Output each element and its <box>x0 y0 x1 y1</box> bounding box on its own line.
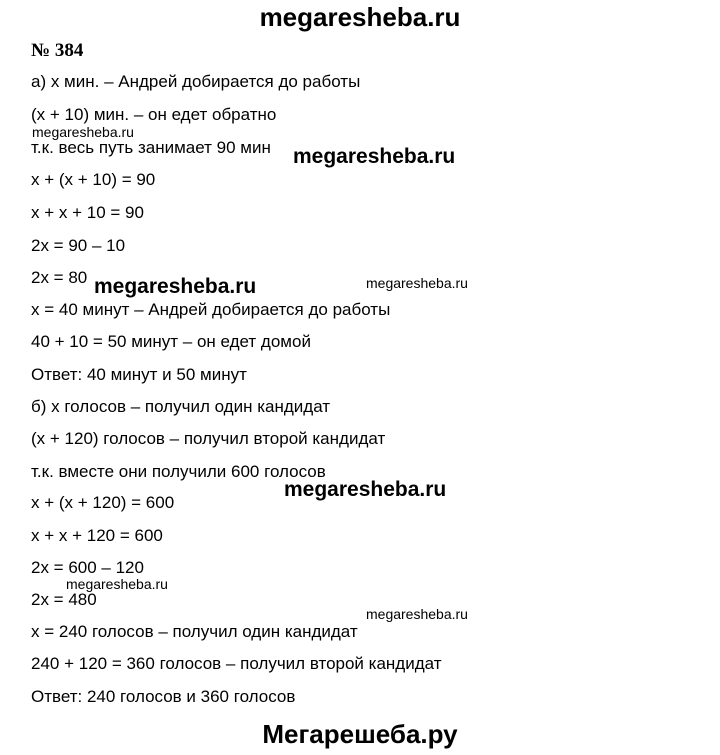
solution-line: 2х = 600 – 120 <box>31 558 144 577</box>
solution-line: (х + 120) голосов – получил второй кандидат <box>31 429 386 448</box>
solution-line: х + (х + 120) = 600 <box>31 493 175 512</box>
solution-line: т.к. вместе они получили 600 голосов <box>31 462 326 481</box>
solution-line: х + (х + 10) = 90 <box>31 170 156 189</box>
watermark: megaresheba.ru <box>366 275 468 291</box>
task-number: № 384 <box>31 40 84 61</box>
solution-line: Ответ: 40 минут и 50 минут <box>31 365 247 384</box>
solution-line: х + х + 120 = 600 <box>31 526 163 545</box>
solution-line: 2х = 80 <box>31 268 88 287</box>
site-footer: Мегарешеба.ру <box>262 719 458 749</box>
site-header: megaresheba.ru <box>259 2 461 32</box>
solution-line: т.к. весь путь занимает 90 мин <box>31 138 271 157</box>
solution-line: а) х мин. – Андрей добирается до работы <box>31 72 361 91</box>
watermark: megaresheba.ru <box>284 478 447 501</box>
solution-line: (х + 10) мин. – он едет обратно <box>31 105 277 124</box>
cut-off-line <box>31 713 91 717</box>
solution-line: 2х = 90 – 10 <box>31 236 126 255</box>
solution-line: 40 + 10 = 50 минут – он едет домой <box>31 332 311 351</box>
solution-line: Ответ: 240 голосов и 360 голосов <box>31 687 296 706</box>
solution-line: б) х голосов – получил один кандидат <box>31 397 331 416</box>
watermark: megaresheba.ru <box>32 124 134 140</box>
solution-line: х = 40 минут – Андрей добирается до работы <box>31 300 391 319</box>
solution-line: х + х + 10 = 90 <box>31 203 144 222</box>
watermark: megaresheba.ru <box>66 576 168 592</box>
watermark: megaresheba.ru <box>94 275 257 298</box>
solution-line: 240 + 120 = 360 голосов – получил второй кандидат <box>31 654 442 673</box>
solution-line: х = 240 голосов – получил один кандидат <box>31 622 358 641</box>
watermark: megaresheba.ru <box>293 145 456 168</box>
watermark: megaresheba.ru <box>366 606 468 622</box>
solution-line: 2х = 480 <box>31 590 97 609</box>
